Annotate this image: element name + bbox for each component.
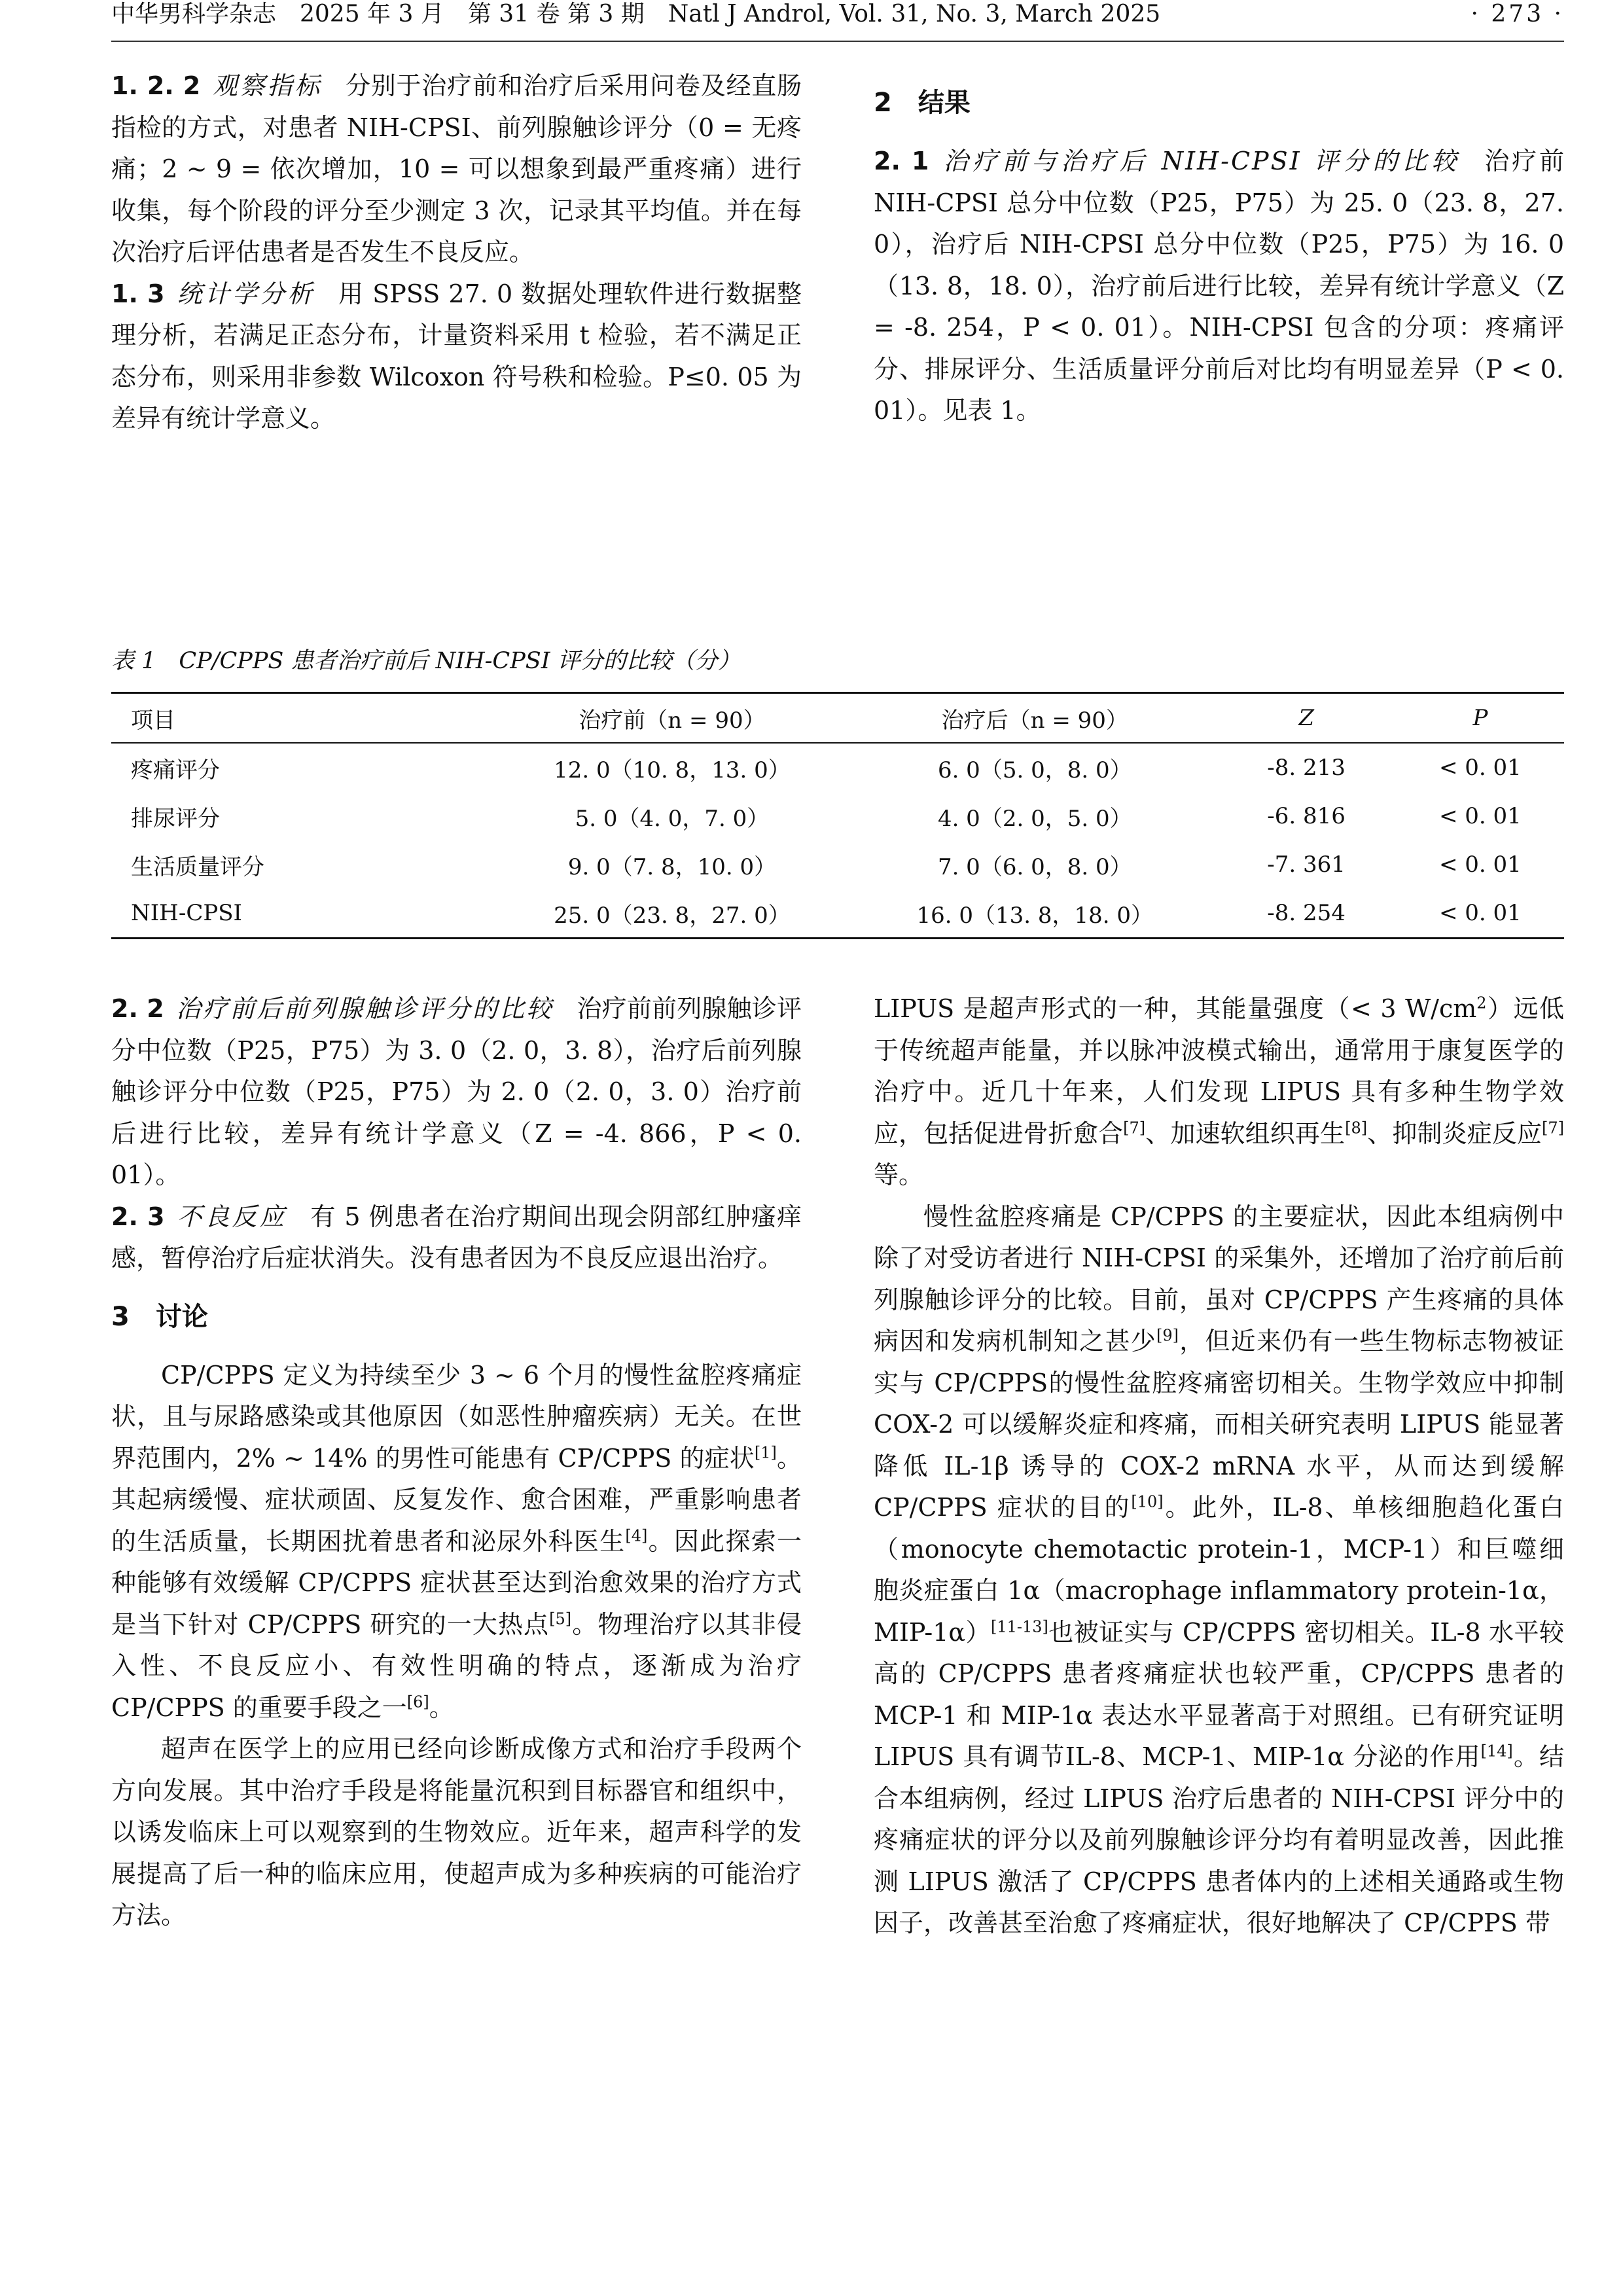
cell-z: -8. 213 [1267,755,1346,781]
cell-p: < 0. 01 [1439,755,1522,781]
section-2-heading [874,82,1564,124]
cell-after: 4. 0（2. 0，5. 0） [937,805,1132,832]
cell-before: 12. 0（10. 8，13. 0） [554,757,791,783]
section-1-3 [111,274,802,440]
text-run: 。物理治疗以其非侵入性、不良反应小、有效性明确的特点，逐渐成为治疗 CP/CPPS 的重要手段之一 [111,1609,802,1722]
section-number: 1. 3 [111,279,165,308]
score-table [111,692,1564,939]
header-item: 项目 [131,707,175,734]
section-number: 3 [111,1301,130,1332]
citation: [6] [406,1692,429,1711]
bottom-left-column [111,988,802,1937]
section-body: 分别于治疗前和治疗后采用问卷及经直肠指检的方式，对患者 NIH-CPSI、前列腺触诊评分（0 = 无疼痛；2 ~ 9 = 依次增加，10 = 可以想象到最严重疼痛）进行收集，每个阶段的评分至少测定 3 次，记录其平均值。并在每次治疗后评估患者是否发生不良反应。 [111,71,802,266]
running-head [111,0,1564,42]
cell-item: NIH-CPSI [131,900,242,926]
header-p: P [1472,705,1488,731]
section-body: 用 SPSS 27. 0 数据处理软件进行数据整理分析，若满足正态分布，计量资料采用 t 检验，若不满足正态分布，则采用非参数 Wilcoxon 符号秩和检验。P≤0. 05 为差异有统计学意义。 [111,279,802,433]
table-1 [111,645,1564,939]
table-row [111,889,1564,939]
cell-p: < 0. 01 [1439,900,1522,926]
text-run: 、加速软组织再生 [1145,1119,1346,1148]
citation: [1] [754,1443,777,1462]
text-run: 、抑制炎症反应 [1367,1119,1542,1148]
section-body: 治疗前 NIH-CPSI 总分中位数（P25，P75）为 25. 0（23. 8，27. 0），治疗后 NIH-CPSI 总分中位数（P25，P75）为 16. 0（13. 8，18. 0），治疗前后进行比较，差异有统计学意义（Z = -8. 254，P < 0. 01）。NIH-CPSI 包含的分项：疼痛评分、排尿评分、生活质量评分前后对比均有明显差异（P < 0. 01）。见表 1。 [874,147,1565,425]
cell-after: 7. 0（6. 0，8. 0） [937,853,1132,880]
table-header-row [111,693,1564,744]
section-title: 讨论 [155,1301,208,1332]
section-body: 有 5 例患者在治疗期间出现会阴部红肿瘙痒感，暂停治疗后症状消失。没有患者因为不良反应退出治疗。 [111,1202,802,1272]
section-3-heading [111,1297,802,1338]
text-run: 。结合本组病例，经过 LIPUS 治疗后患者的 NIH-CPSI 评分中的疼痛症状的评分以及前列腺触诊评分均有着明显改善，因此推测 LIPUS 激活了 CP/CPPS 患者体内的上述相关通路或生物因子，改善甚至治愈了疼痛症状，很好地解决了 CP/CPPS 带 [874,1742,1564,1937]
section-title: 不良反应 [176,1202,287,1231]
section-1-2-2 [111,65,802,274]
discussion-paragraph-4 [874,1196,1564,1945]
cell-p: < 0. 01 [1439,803,1522,829]
citation: [10] [1131,1492,1164,1511]
section-number: 2. 1 [874,147,929,175]
citation: [8] [1345,1118,1368,1137]
citation: [9] [1156,1326,1179,1345]
citation: [4] [625,1526,648,1545]
cell-item: 疼痛评分 [131,757,220,783]
cell-after: 6. 0（5. 0，8. 0） [937,757,1132,783]
text-run: CP/CPPS 定义为持续至少 3 ~ 6 个月的慢性盆腔疼痛症状，且与尿路感染或其他原因（如恶性肿瘤疾病）无关。在世界范围内，2% ~ 14% 的男性可能患有 CP/CPPS 的症状 [111,1360,802,1473]
cell-item: 排尿评分 [131,805,220,832]
section-title: 治疗前后前列腺触诊评分的比较 [175,994,554,1023]
text-run: 等。 [874,1160,924,1189]
section-number: 1. 2. 2 [111,71,201,100]
header-z: Z [1298,705,1314,731]
top-right-column [874,65,1564,432]
section-number: 2. 2 [111,994,164,1023]
text-run: 慢性盆腔疼痛是 CP/CPPS 的主要症状，因此本组病例中除了对受访者进行 NIH-CPSI 的采集外，还增加了治疗前后前列腺触诊评分的比较。目前，虽对 CP/CPPS 产生疼痛的具体病因和发病机制知之甚少 [874,1202,1564,1355]
section-2-1 [874,141,1564,432]
section-title: 治疗前与治疗后 NIH-CPSI 评分的比较 [940,147,1461,175]
text-run: 。因此探索一种能够有效缓解 CP/CPPS 症状甚至达到治愈效果的治疗方式是当下针对 CP/CPPS 研究的一大热点 [111,1526,802,1639]
citation: [7] [1542,1118,1564,1137]
cell-z: -7. 361 [1267,852,1346,878]
bottom-right-column [874,988,1564,1945]
header-before: 治疗前（n = 90） [579,707,766,734]
cell-before: 9. 0（7. 8，10. 0） [567,853,777,880]
text-run: 。 [429,1693,454,1722]
cell-item: 生活质量评分 [131,853,264,880]
discussion-paragraph-1 [111,1355,802,1729]
discussion-paragraph-2: 超声在医学上的应用已经向诊断成像方式和治疗手段两个方向发展。其中治疗手段是将能量沉积到目标器官和组织中，以诱发临床上可以观察到的生物效应。近年来，超声科学的发展提高了后一种的临床应用，使超声成为多种疾病的可能治疗方法。 [111,1734,802,1929]
superscript: 2 [1476,994,1487,1013]
citation: [11-13] [990,1617,1048,1636]
discussion-paragraph-3 [874,988,1564,1196]
section-2-2 [111,988,802,1196]
table-row [111,840,1564,889]
table-row [111,743,1564,792]
section-2-3 [111,1196,802,1280]
text-run: ）远低于传统超声能量，并以脉冲波模式输出，通常用于康复医学的治疗中。近几十年来，人们发现 LIPUS 具有多种生物学效应，包括促进骨折愈合 [874,994,1564,1148]
cell-p: < 0. 01 [1439,852,1522,878]
citation: [5] [549,1609,572,1628]
cell-z: -8. 254 [1267,900,1346,926]
cell-before: 5. 0（4. 0，7. 0） [575,805,770,832]
section-title: 结果 [918,88,971,118]
section-number: 2 [874,88,892,118]
table-caption: 表 1 CP/CPPS 患者治疗前后 NIH-CPSI 评分的比较（分） [111,648,741,674]
journal-header: 中华男科学杂志 2025 年 3 月 第 31 卷 第 3 期 Natl J Androl, Vol. 31, No. 3, March 2025 [111,1,1161,27]
section-number: 2. 3 [111,1202,165,1231]
table-row [111,792,1564,840]
page-number: · 273 · [1471,1,1564,27]
text-run: 也被证实与 CP/CPPS 密切相关。IL-8 水平较高的 CP/CPPS 患者疼痛症状也较严重，CP/CPPS 患者的 MCP-1 和 MIP-1α 表达水平显著高于对照组。已有研究证明 LIPUS 具有调节IL-8、MCP-1、MIP-1α 分泌的作用 [874,1617,1564,1771]
section-body: 治疗前前列腺触诊评分中位数（P25，P75）为 3. 0（2. 0，3. 8），治疗后前列腺触诊评分中位数（P25，P75）为 2. 0（2. 0，3. 0）治疗前后进行比较，差异有统计学意义（Z = -4. 866，P < 0. 01）。 [111,994,802,1189]
section-title: 统计学分析 [176,279,315,308]
header-after: 治疗后（n = 90） [941,707,1128,734]
text-run: 。其起病缓慢、症状顽固、反复发作、愈合困难，严重影响患者的生活质量，长期困扰着患者和泌尿外科医生 [111,1443,802,1556]
cell-z: -6. 816 [1267,803,1346,829]
top-left-column [111,65,802,440]
cell-after: 16. 0（13. 8，18. 0） [916,902,1154,929]
section-title: 观察指标 [212,71,323,100]
text-run: 。此外，IL-8、单核细胞趋化蛋白（monocyte chemotactic protein-1，MCP-1）和巨噬细胞炎症蛋白 1α（macrophage inflammatory protein-1α，MIP-1α） [874,1493,1565,1647]
citation: [14] [1480,1742,1513,1761]
citation: [7] [1123,1118,1146,1137]
text-run: LIPUS 是超声形式的一种，其能量强度（< 3 W/cm [874,994,1477,1023]
text-run: ，但近来仍有一些生物标志物被证实与 CP/CPPS的慢性盆腔疼痛密切相关。生物学效应中抑制 COX-2 可以缓解炎症和疼痛，而相关研究表明 LIPUS 能显著降低 IL-1β 诱导的 COX-2 mRNA 水平，从而达到缓解 CP/CPPS 症状的目的 [874,1327,1564,1522]
cell-before: 25. 0（23. 8，27. 0） [554,902,791,929]
